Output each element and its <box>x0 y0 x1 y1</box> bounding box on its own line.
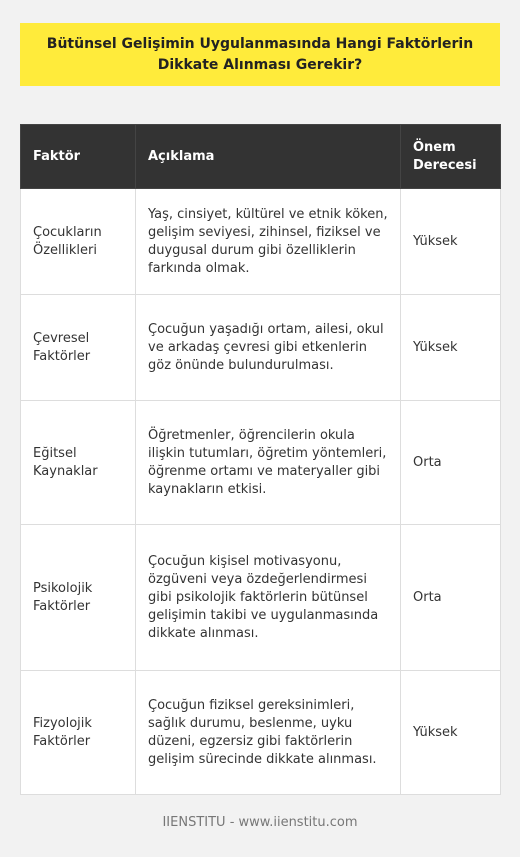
cell-importance: Orta <box>401 525 501 671</box>
cell-factor: Çocukların Özellikleri <box>21 189 136 295</box>
cell-factor: Eğitsel Kaynaklar <box>21 401 136 525</box>
cell-description: Çocuğun fiziksel gereksinimleri, sağlık durumu, beslenme, uyku düzeni, egzersiz gibi faktörlerin gelişim sürecinde dikkate alınması. <box>136 671 401 795</box>
header-description: Açıklama <box>136 125 401 189</box>
title-banner <box>20 23 500 86</box>
table-row <box>21 525 501 671</box>
cell-description: Öğretmenler, öğrencilerin okula ilişkin tutumları, öğretim yöntemleri, öğrenme ortamı ve materyaller gibi kaynakların etkisi. <box>136 401 401 525</box>
cell-description: Çocuğun yaşadığı ortam, ailesi, okul ve arkadaş çevresi gibi etkenlerin göz önünde bulundurulması. <box>136 295 401 401</box>
page-title: Bütünsel Gelişimin Uygulanmasında Hangi Faktörlerin Dikkate Alınması Gerekir? <box>46 35 474 73</box>
header-factor: Faktör <box>21 125 136 189</box>
cell-description: Çocuğun kişisel motivasyonu, özgüveni veya özdeğerlendirmesi gibi psikolojik faktörlerin bütünsel gelişimin takibi ve uygulanmasında dikkate alınması. <box>136 525 401 671</box>
cell-factor: Fizyolojik Faktörler <box>21 671 136 795</box>
cell-importance: Yüksek <box>401 295 501 401</box>
footer-credit: IIENSTITU - www.iienstitu.com <box>162 815 358 830</box>
table-row <box>21 295 501 401</box>
factors-table <box>20 124 501 795</box>
table-row <box>21 671 501 795</box>
table-header-row <box>21 125 501 189</box>
table-row <box>21 401 501 525</box>
cell-factor: Çevresel Faktörler <box>21 295 136 401</box>
cell-importance: Yüksek <box>401 671 501 795</box>
cell-importance: Yüksek <box>401 189 501 295</box>
cell-description: Yaş, cinsiyet, kültürel ve etnik köken, gelişim seviyesi, zihinsel, fiziksel ve duygusal durum gibi özelliklerin farkında olmak. <box>136 189 401 295</box>
cell-factor: Psikolojik Faktörler <box>21 525 136 671</box>
table-row <box>21 189 501 295</box>
cell-importance: Orta <box>401 401 501 525</box>
header-importance: Önem Derecesi <box>401 125 501 189</box>
